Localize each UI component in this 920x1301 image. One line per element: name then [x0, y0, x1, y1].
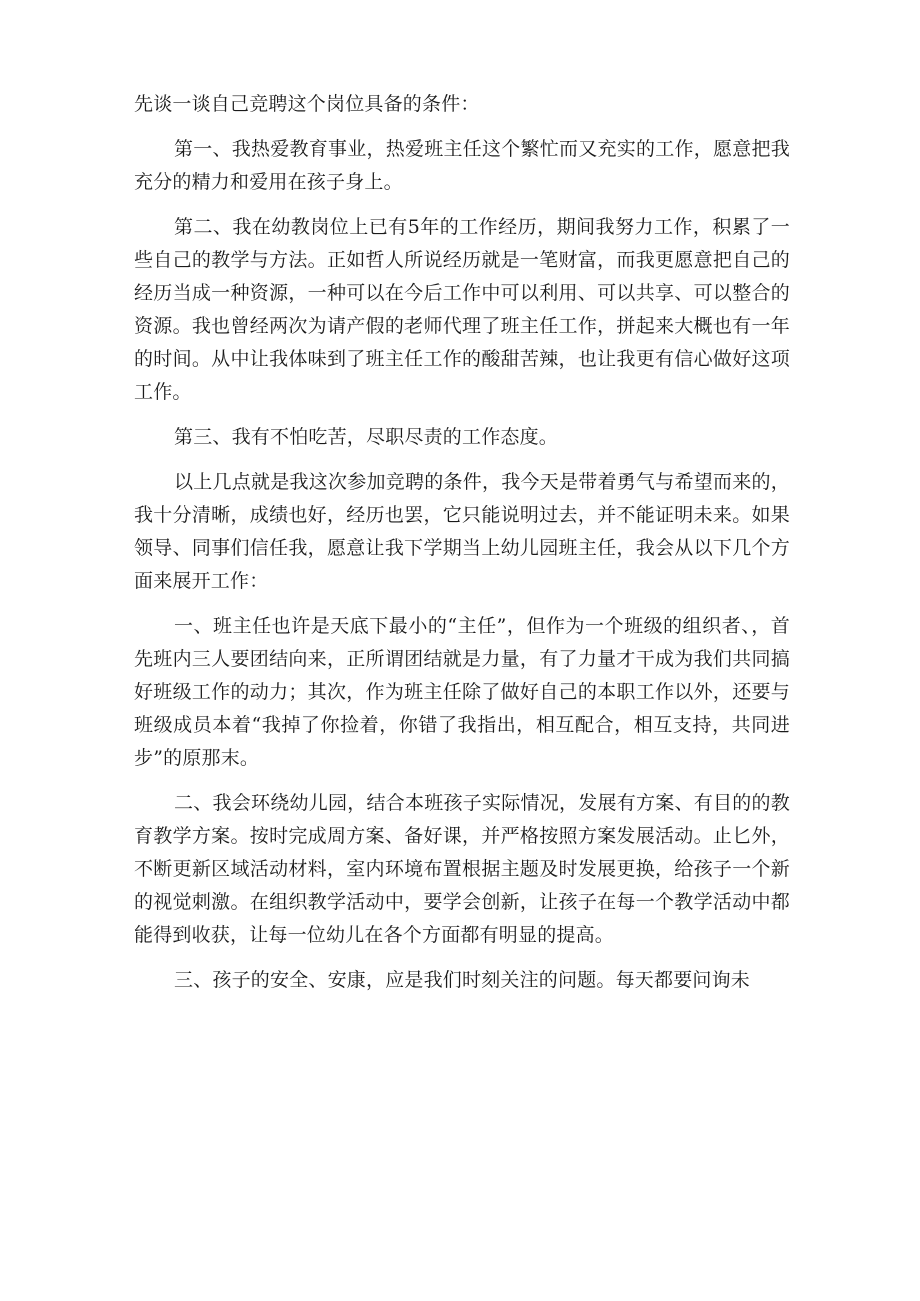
paragraph-plan-2: 二、我会环绕幼儿园，结合本班孩子实际情况，发展有方案、有目的的教育教学方案。按时完成周方案、备好课，并严格按照方案发展活动。止匕外，不断更新区域活动材料，室内环境布置根据主题及时发展更换，给孩子一个新的视觉刺激。在组织教学活动中，要学会创新，让孩子在每一个教学活动中都能得到收获，让每一位幼儿在各个方面都有明显的提高。: [134, 792, 790, 946]
paragraph-condition-3: 第三、我有不怕吃苦，尽职尽责的工作态度。: [174, 426, 559, 448]
paragraph-condition-1: 第一、我热爱教育事业，热爱班主任这个繁忙而又充实的工作，愿意把我充分的精力和爱用在孩子身上。: [134, 138, 790, 193]
paragraph-plan-1: 一、班主任也许是天底下最小的“主任”，但作为一个班级的组织者、，首先班内三人要团结向来，正所谓团结就是力量，有了力量才干成为我们共同搞好班级工作的动力；其次，作为班主任除了做好自己的本职工作以外，还要与班级成员本着“我掉了你捡着，你错了我指出，相互配合，相互支持，共同进步”的原那末。: [134, 615, 790, 769]
paragraph-summary: 以上几点就是我这次参加竞聘的条件，我今天是带着勇气与希望而来的，我十分清晰，成绩也好，经历也罢，它只能说明过去，并不能证明未来。如果领导、同事们信任我，愿意让我下学期当上幼儿园班主任，我会从以下几个方面来展开工作：: [134, 471, 790, 592]
paragraph-condition-2: 第二、我在幼教岗位上已有5年的工作经历，期间我努力工作，积累了一些自己的教学与方法。正如哲人所说经历就是一笔财富，而我更愿意把自己的经历当成一种资源，一种可以在今后工作中可以利用、可以共享、可以整合的资源。我也曾经两次为请产假的老师代理了班主任工作，拼起来大概也有一年的时间。从中让我体味到了班主任工作的酸甜苦辣，也让我更有信心做好这项工作。: [134, 216, 790, 403]
paragraph-intro: 先谈一谈自己竞聘这个岗位具备的条件：: [134, 93, 480, 115]
document-body: [134, 88, 790, 997]
paragraph-plan-3: 三、孩子的安全、安康，应是我们时刻关注的问题。每天都要问询未: [174, 969, 751, 991]
